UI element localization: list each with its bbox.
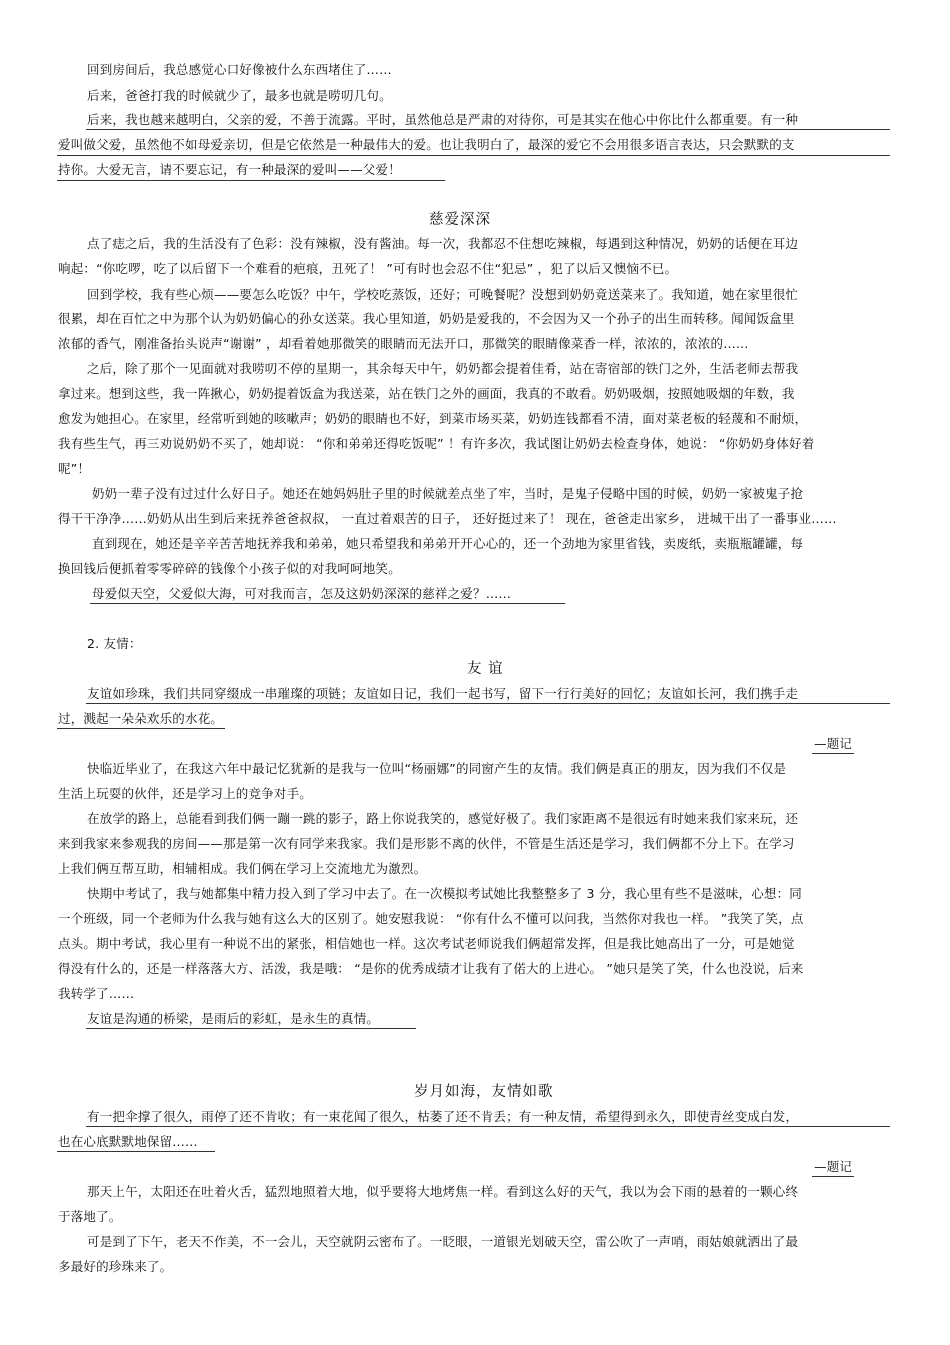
underline-rule bbox=[57, 1151, 215, 1152]
paragraph-line: 点了痣之后，我的生活没有了色彩：没有辣椒，没有酱油。每一次，我都忍不住想吃辣椒，每遇到这种情况，奶奶的话便在耳边 bbox=[87, 236, 799, 251]
underline-rule bbox=[90, 603, 565, 604]
essay-title: 岁月如海，友情如歌 bbox=[414, 1084, 554, 1100]
paragraph-line: 直到现在，她还是辛辛苦苦地抚养我和弟弟，她只希望我和弟弟开开心心的，还一个劲地为家里省钱，卖废纸，卖瓶瓶罐罐，每 bbox=[92, 536, 804, 551]
paragraph-line: 快临近毕业了，在我这六年中最记忆犹新的是我与一位叫“杨丽娜”的同窗产生的友情。我们俩是真正的朋友，因为我们不仅是 bbox=[87, 761, 787, 776]
paragraph-line: 于落地了。 bbox=[58, 1209, 122, 1224]
epigraph-line: 过，溅起一朵朵欢乐的水花。 bbox=[58, 711, 224, 726]
paragraph-line: 爱叫做父爱，虽然他不如母爱亲切，但是它依然是一种最伟大的爱。也让我明白了，最深的爱它不会用很多语言表达，只会默默的支 bbox=[58, 137, 795, 152]
paragraph-line: 后来，爸爸打我的时候就少了，最多也就是唠叨几句。 bbox=[87, 88, 392, 103]
paragraph-line: 快期中考试了，我与她都集中精力投入到了学习中去了。在一次模拟考试她比我整整多了 3 分，我心里有些不是滋味，心想：同 bbox=[87, 886, 803, 901]
paragraph-line: 后来，我也越来越明白，父亲的爱，不善于流露。平时，虽然他总是严肃的对待你，可是其实在他心中你比什么都重要。有一种 bbox=[87, 112, 799, 127]
epigraph-line: 友谊如珍珠，我们共同穿缀成一串璀璨的项链；友谊如日记，我们一起书写，留下一行行美好的回忆；友谊如长河，我们携手走 bbox=[87, 686, 799, 701]
paragraph-line: 来到我家来参观我的房间——那是第一次有同学来我家。我们是形影不离的伙伴，不管是生活还是学习，我们俩都不分上下。在学习 bbox=[58, 836, 795, 851]
underline-rule bbox=[86, 129, 890, 130]
paragraph-line: 生活上玩耍的伙伴，还是学习上的竞争对手。 bbox=[58, 786, 313, 801]
paragraph-line: 母爱似天空，父爱似大海，可对我而言，怎及这奶奶深深的慈祥之爱？…… bbox=[92, 586, 512, 601]
epigraph-tag: —题记 bbox=[814, 736, 853, 751]
paragraph-line: 友谊是沟通的桥梁，是雨后的彩虹，是永生的真情。 bbox=[87, 1011, 380, 1026]
paragraph-line: 很累，却在百忙之中为那个认为奶奶偏心的孙女送菜。我心里知道，奶奶是爱我的，不会因为又一个孙子的出生而转移。闻闻饭盒里 bbox=[58, 311, 795, 326]
paragraph-line: 一个班级，同一个老师为什么我与她有这么大的区别了。她安慰我说： “你有什么不懂可以问我，当然你对我也一样。 ”我笑了笑，点 bbox=[58, 911, 804, 926]
underline-rule bbox=[812, 1176, 854, 1177]
epigraph-line: 有一把伞撑了很久，雨停了还不肯收；有一束花闻了很久，枯萎了还不肯丢；有一种友情，希望得到永久，即使青丝变成白发， bbox=[87, 1109, 799, 1124]
underline-rule bbox=[57, 180, 445, 181]
essay-title: 慈爱深深 bbox=[429, 212, 491, 228]
paragraph-line: 得干干净净……奶奶从出生到后来抚养爸爸叔叔， 一直过着艰苦的日子， 还好挺过来了！ 现在，爸爸走出家乡， 进城干出了一番事业…… bbox=[58, 511, 837, 526]
paragraph-line: 响起：“你吃啰，吃了以后留下一个难看的疤痕，丑死了！ ”可有时也会忍不住“犯忌” ，犯了以后又懊恼不已。 bbox=[58, 261, 678, 276]
paragraph-line: 愈发为她担心。在家里，经常听到她的咳嗽声；奶奶的眼睛也不好，到菜市场买菜，奶奶连钱都看不清，面对菜老板的轻蔑和不耐烦， bbox=[58, 411, 808, 426]
paragraph-line: 回到学校，我有些心烦——要怎么吃饭？中午，学校吃蒸饭，还好；可晚餐呢？没想到奶奶竟送菜来了。我知道，她在家里很忙 bbox=[87, 287, 799, 302]
paragraph-line: 那天上午，太阳还在吐着火舌，猛烈地照着大地，似乎要将大地烤焦一样。看到这么好的天气，我以为会下雨的悬着的一颗心终 bbox=[87, 1184, 799, 1199]
paragraph-line: 之后，除了那个一见面就对我唠叨不停的星期一，其余每天中午，奶奶都会提着佳肴，站在寄宿部的铁门之外，生活老师去帮我 bbox=[87, 361, 799, 376]
paragraph-line: 浓郁的香气，刚准备抬头说声“谢谢” ，却看着她那微笑的眼睛而无法开口，那微笑的眼睛像菜香一样，浓浓的，浓浓的…… bbox=[58, 336, 749, 351]
underline-rule bbox=[86, 1126, 890, 1127]
epigraph-tag: —题记 bbox=[814, 1159, 853, 1174]
paragraph-line: 拿过来。想到这些，我一阵揪心，奶奶提着饭盒为我送菜，站在铁门之外的画面，我真的不敢看。奶奶吸烟，按照她吸烟的年数，我 bbox=[58, 386, 795, 401]
paragraph-line: 奶奶一辈子没有过过什么好日子。她还在她妈妈肚子里的时候就差点坐了牢，当时，是鬼子侵略中国的时候，奶奶一家被鬼子抢 bbox=[92, 486, 804, 501]
paragraph-line: 点头。期中考试，我心里有一种说不出的紧张，相信她也一样。这次考试老师说我们俩超常发挥，但是我比她高出了一分，可是她觉 bbox=[58, 936, 795, 951]
essay-title: 友 谊 bbox=[467, 661, 504, 677]
paragraph-line: 持你。大爱无言，请不要忘记，有一种最深的爱叫——父爱！ bbox=[58, 162, 401, 177]
paragraph-line: 换回钱后便抓着零零碎碎的钱像个小孩子似的对我呵呵地笑。 bbox=[58, 561, 401, 576]
underline-rule bbox=[57, 155, 890, 156]
paragraph-line: 在放学的路上，总能看到我们俩一蹦一跳的影子，路上你说我笑的，感觉好极了。我们家距离不是很远有时她来我们家来玩，还 bbox=[87, 811, 799, 826]
paragraph-line: 我转学了…… bbox=[58, 986, 135, 1001]
underline-rule bbox=[86, 703, 890, 704]
paragraph-line: 得没有什么的，还是一样落落大方、活泼，我是哦： “是你的优秀成绩才让我有了偌大的上进心。 ”她只是笑了笑，什么也没说，后来 bbox=[58, 961, 804, 976]
paragraph-line: 多最好的珍珠来了。 bbox=[58, 1259, 173, 1274]
paragraph-line: 可是到了下午，老天不作美，不一会儿，天空就阴云密布了。一眨眼，一道银光划破天空，雷公吹了一声哨，雨姑娘就洒出了最 bbox=[87, 1234, 799, 1249]
paragraph-line: 我有些生气，再三劝说奶奶不买了，她却说： “你和弟弟还得吃饭呢” ！有许多次，我试图让奶奶去检查身体，她说： “你奶奶身体好着 bbox=[58, 436, 815, 451]
epigraph-line: 也在心底默默地保留…… bbox=[58, 1134, 198, 1149]
paragraph-line: 呢”！ bbox=[58, 461, 91, 476]
paragraph-line: 上我们俩互帮互助，相辅相成。我们俩在学习上交流地尤为激烈。 bbox=[58, 861, 427, 876]
underline-rule bbox=[86, 1028, 416, 1029]
section-heading: 2. 友情： bbox=[87, 636, 142, 651]
underline-rule bbox=[57, 728, 225, 729]
underline-rule bbox=[812, 753, 854, 754]
paragraph-line: 回到房间后，我总感觉心口好像被什么东西堵住了…… bbox=[87, 62, 392, 77]
